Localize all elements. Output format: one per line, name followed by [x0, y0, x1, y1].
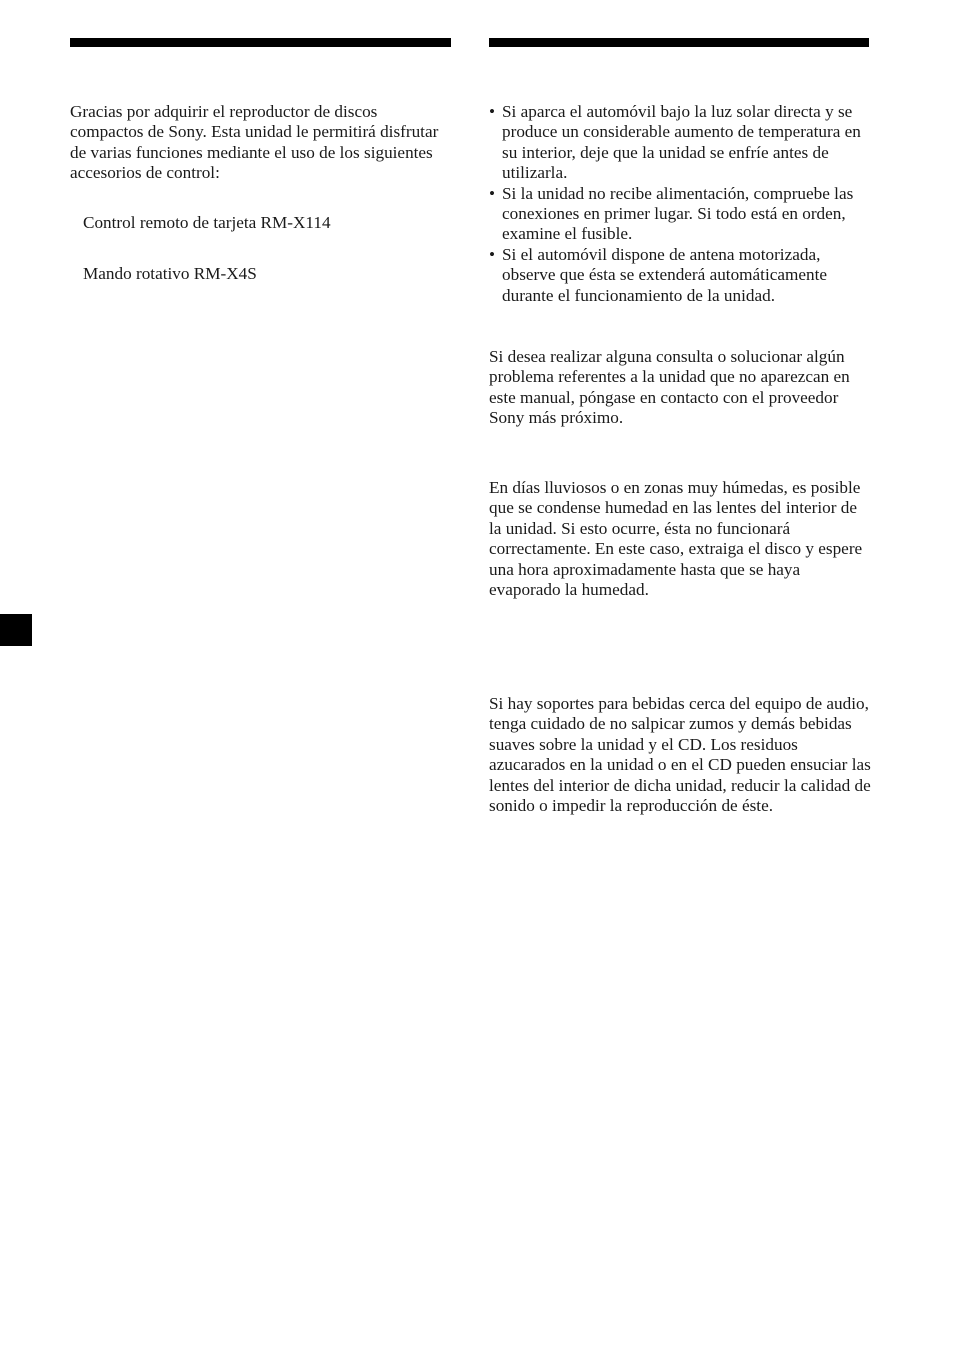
drinks-paragraph: Si hay soportes para bebidas cerca del equipo de audio, tenga cuidado de no salpicar zumos y demás bebidas suaves sobre la unidad y el CD. Los residuos azucarados en la unidad o en el CD pueden ensuciar las lentes del interior de dicha unidad, reducir la calidad de sonido o impedir la reproducción de éste. — [489, 694, 871, 816]
precautions-list — [489, 102, 871, 306]
consult-paragraph: Si desea realizar alguna consulta o solucionar algún problema referentes a la unidad que no aparezcan en este manual, póngase en contacto con el proveedor Sony más próximo. — [489, 347, 850, 428]
precaution-item-antenna: • Si el automóvil dispone de antena motorizada, observe que ésta se extenderá automáticamente durante el funcionamiento de la unidad. — [489, 245, 871, 306]
right-heading-rule — [489, 38, 869, 47]
side-index-tab — [0, 614, 32, 646]
humidity-paragraph: En días lluviosos o en zonas muy húmedas, es posible que se condense humedad en las lentes del interior de la unidad. Si esto ocurre, ésta no funcionará correctamente. En este caso, extraiga el disco y espere una hora aproximadamente hasta que se haya evaporado la humedad. — [489, 478, 863, 600]
precaution-item-power: • Si la unidad no recibe alimentación, compruebe las conexiones en primer lugar. Si todo está en orden, examine el fusible. — [489, 184, 871, 245]
precaution-item-sunlight: • Si aparca el automóvil bajo la luz solar directa y se produce un considerable aumento de temperatura en su interior, deje que la unidad se enfríe antes de utilizarla. — [489, 102, 871, 184]
accessory-item-card-remote: Control remoto de tarjeta RM-X114 — [83, 213, 331, 232]
intro-paragraph: Gracias por adquirir el reproductor de discos compactos de Sony. Esta unidad le permitirá disfrutar de varias funciones mediante el uso de los siguientes accesorios de control: — [70, 102, 439, 183]
accessory-item-rotary-commander: Mando rotativo RM-X4S — [83, 264, 257, 283]
left-heading-rule — [70, 38, 451, 47]
